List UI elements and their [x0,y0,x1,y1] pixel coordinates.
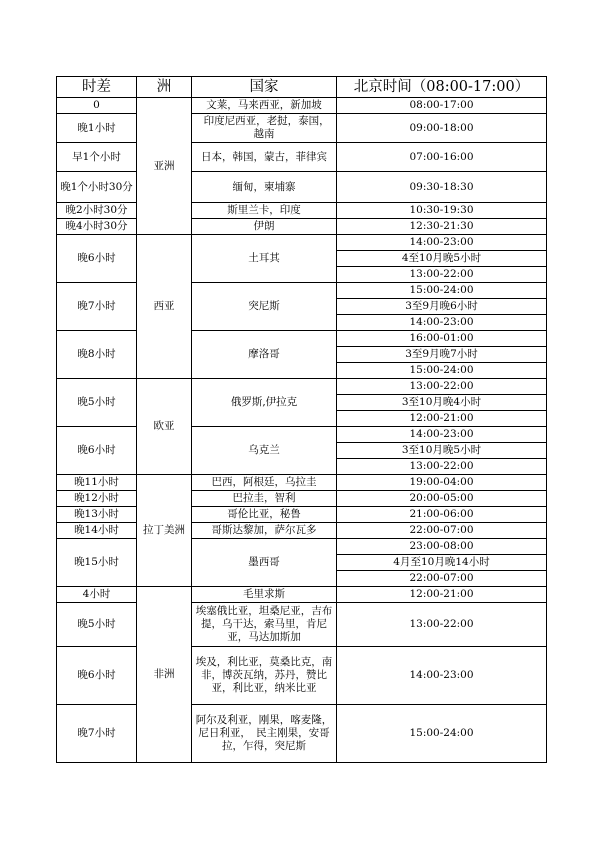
table-row [57,143,547,172]
table-cell: 早1个小时 [57,143,137,172]
table-row [57,219,547,235]
table-row [57,523,547,539]
table-cell: 哥斯达黎加，萨尔瓦多 [192,523,337,539]
timezone-table [56,76,547,763]
table-cell: 埃塞俄比亚，坦桑尼亚，吉布提，乌干达，索马里，肯尼亚，马达加斯加 [192,603,337,647]
table-cell: 亚洲 [137,98,192,235]
table-cell: 09:30-18:30 [337,172,547,203]
table-cell: 3至9月晚6小时 [337,299,547,315]
table-cell: 俄罗斯,伊拉克 [192,379,337,427]
table-cell: 3至10月晚5小时 [337,443,547,459]
table-row [57,172,547,203]
table-cell: 12:00-21:00 [337,411,547,427]
table-cell: 乌克兰 [192,427,337,475]
table-cell: 13:00-22:00 [337,603,547,647]
table-row [57,235,547,251]
table-cell: 3至10月晚4小时 [337,395,547,411]
table-cell: 毛里求斯 [192,587,337,603]
table-cell: 14:00-23:00 [337,647,547,705]
table-cell: 非洲 [137,587,192,763]
table-row [57,705,547,763]
table-cell: 晚1个小时30分 [57,172,137,203]
table-cell: 13:00-22:00 [337,459,547,475]
table-cell: 晚6小时 [57,235,137,283]
table-cell: 14:00-23:00 [337,315,547,331]
table-cell: 印度尼西亚，老挝，泰国， 越南 [192,114,337,143]
table-cell: 晚8小时 [57,331,137,379]
table-cell: 晚11小时 [57,475,137,491]
table-row [57,283,547,299]
table-cell: 10:30-19:30 [337,203,547,219]
table-cell: 斯里兰卡，印度 [192,203,337,219]
table-cell: 伊朗 [192,219,337,235]
table-cell: 09:00-18:00 [337,114,547,143]
table-cell: 16:00-01:00 [337,331,547,347]
table-row [57,603,547,647]
table-cell: 0 [57,98,137,114]
table-cell: 晚12小时 [57,491,137,507]
table-cell: 西亚 [137,235,192,379]
table-cell: 07:00-16:00 [337,143,547,172]
table-cell: 12:00-21:00 [337,587,547,603]
table-row [57,114,547,143]
table-cell: 突尼斯 [192,283,337,331]
table-cell: 3至9月晚7小时 [337,347,547,363]
table-cell: 日本，韩国，蒙古，菲律宾 [192,143,337,172]
table-cell: 摩洛哥 [192,331,337,379]
table-cell: 墨西哥 [192,539,337,587]
table-cell: 13:00-22:00 [337,267,547,283]
table-cell: 晚6小时 [57,647,137,705]
table-cell: 14:00-23:00 [337,235,547,251]
table-row [57,427,547,443]
table-body [57,98,547,763]
header-beijing-time: 北京时间（08:00-17:00） [337,77,547,98]
table-cell: 晚7小时 [57,283,137,331]
table-cell: 缅甸，柬埔寨 [192,172,337,203]
table-cell: 14:00-23:00 [337,427,547,443]
table-cell: 23:00-08:00 [337,539,547,555]
table-cell: 4至10月晚5小时 [337,251,547,267]
table-row [57,98,547,114]
table-cell: 晚13小时 [57,507,137,523]
table-row [57,203,547,219]
table-row [57,379,547,395]
table-cell: 拉丁美洲 [137,475,192,587]
header-time-difference: 时差 [57,77,137,98]
table-cell: 哥伦比亚，秘鲁 [192,507,337,523]
table-cell: 晚2小时30分 [57,203,137,219]
table-cell: 晚7小时 [57,705,137,763]
table-cell: 文莱，马来西亚，新加坡 [192,98,337,114]
table-cell: 08:00-17:00 [337,98,547,114]
table-cell: 21:00-06:00 [337,507,547,523]
table-row [57,331,547,347]
table-row [57,647,547,705]
table-cell: 晚6小时 [57,427,137,475]
table-cell: 22:00-07:00 [337,523,547,539]
table-cell: 19:00-04:00 [337,475,547,491]
table-cell: 埃及，利比亚，莫桑比克，南非，博茨瓦纳，苏丹，赞比亚，利比亚，纳米比亚 [192,647,337,705]
table-cell: 阿尔及利亚，刚果，喀麦隆，尼日利亚， 民主刚果，安哥拉，乍得，突尼斯 [192,705,337,763]
table-cell: 4月至10月晚14小时 [337,555,547,571]
table-row [57,475,547,491]
table-cell: 土耳其 [192,235,337,283]
header-country: 国家 [192,77,337,98]
table-row [57,587,547,603]
table-cell: 晚1小时 [57,114,137,143]
table-cell: 晚14小时 [57,523,137,539]
table-cell: 晚4小时30分 [57,219,137,235]
table-row [57,539,547,555]
table-cell: 4小时 [57,587,137,603]
table-cell: 晚5小时 [57,379,137,427]
table-cell: 22:00-07:00 [337,571,547,587]
header-row [57,77,547,98]
table-cell: 巴拉圭，智利 [192,491,337,507]
table-row [57,507,547,523]
table-cell: 20:00-05:00 [337,491,547,507]
table-cell: 13:00-22:00 [337,379,547,395]
table-cell: 12:30-21:30 [337,219,547,235]
table-cell: 晚15小时 [57,539,137,587]
table-cell: 15:00-24:00 [337,705,547,763]
table-row [57,491,547,507]
table-cell: 15:00-24:00 [337,363,547,379]
table-cell: 欧亚 [137,379,192,475]
table-cell: 巴西，阿根廷，乌拉圭 [192,475,337,491]
table-cell: 15:00-24:00 [337,283,547,299]
table-cell: 晚5小时 [57,603,137,647]
header-continent: 洲 [137,77,192,98]
